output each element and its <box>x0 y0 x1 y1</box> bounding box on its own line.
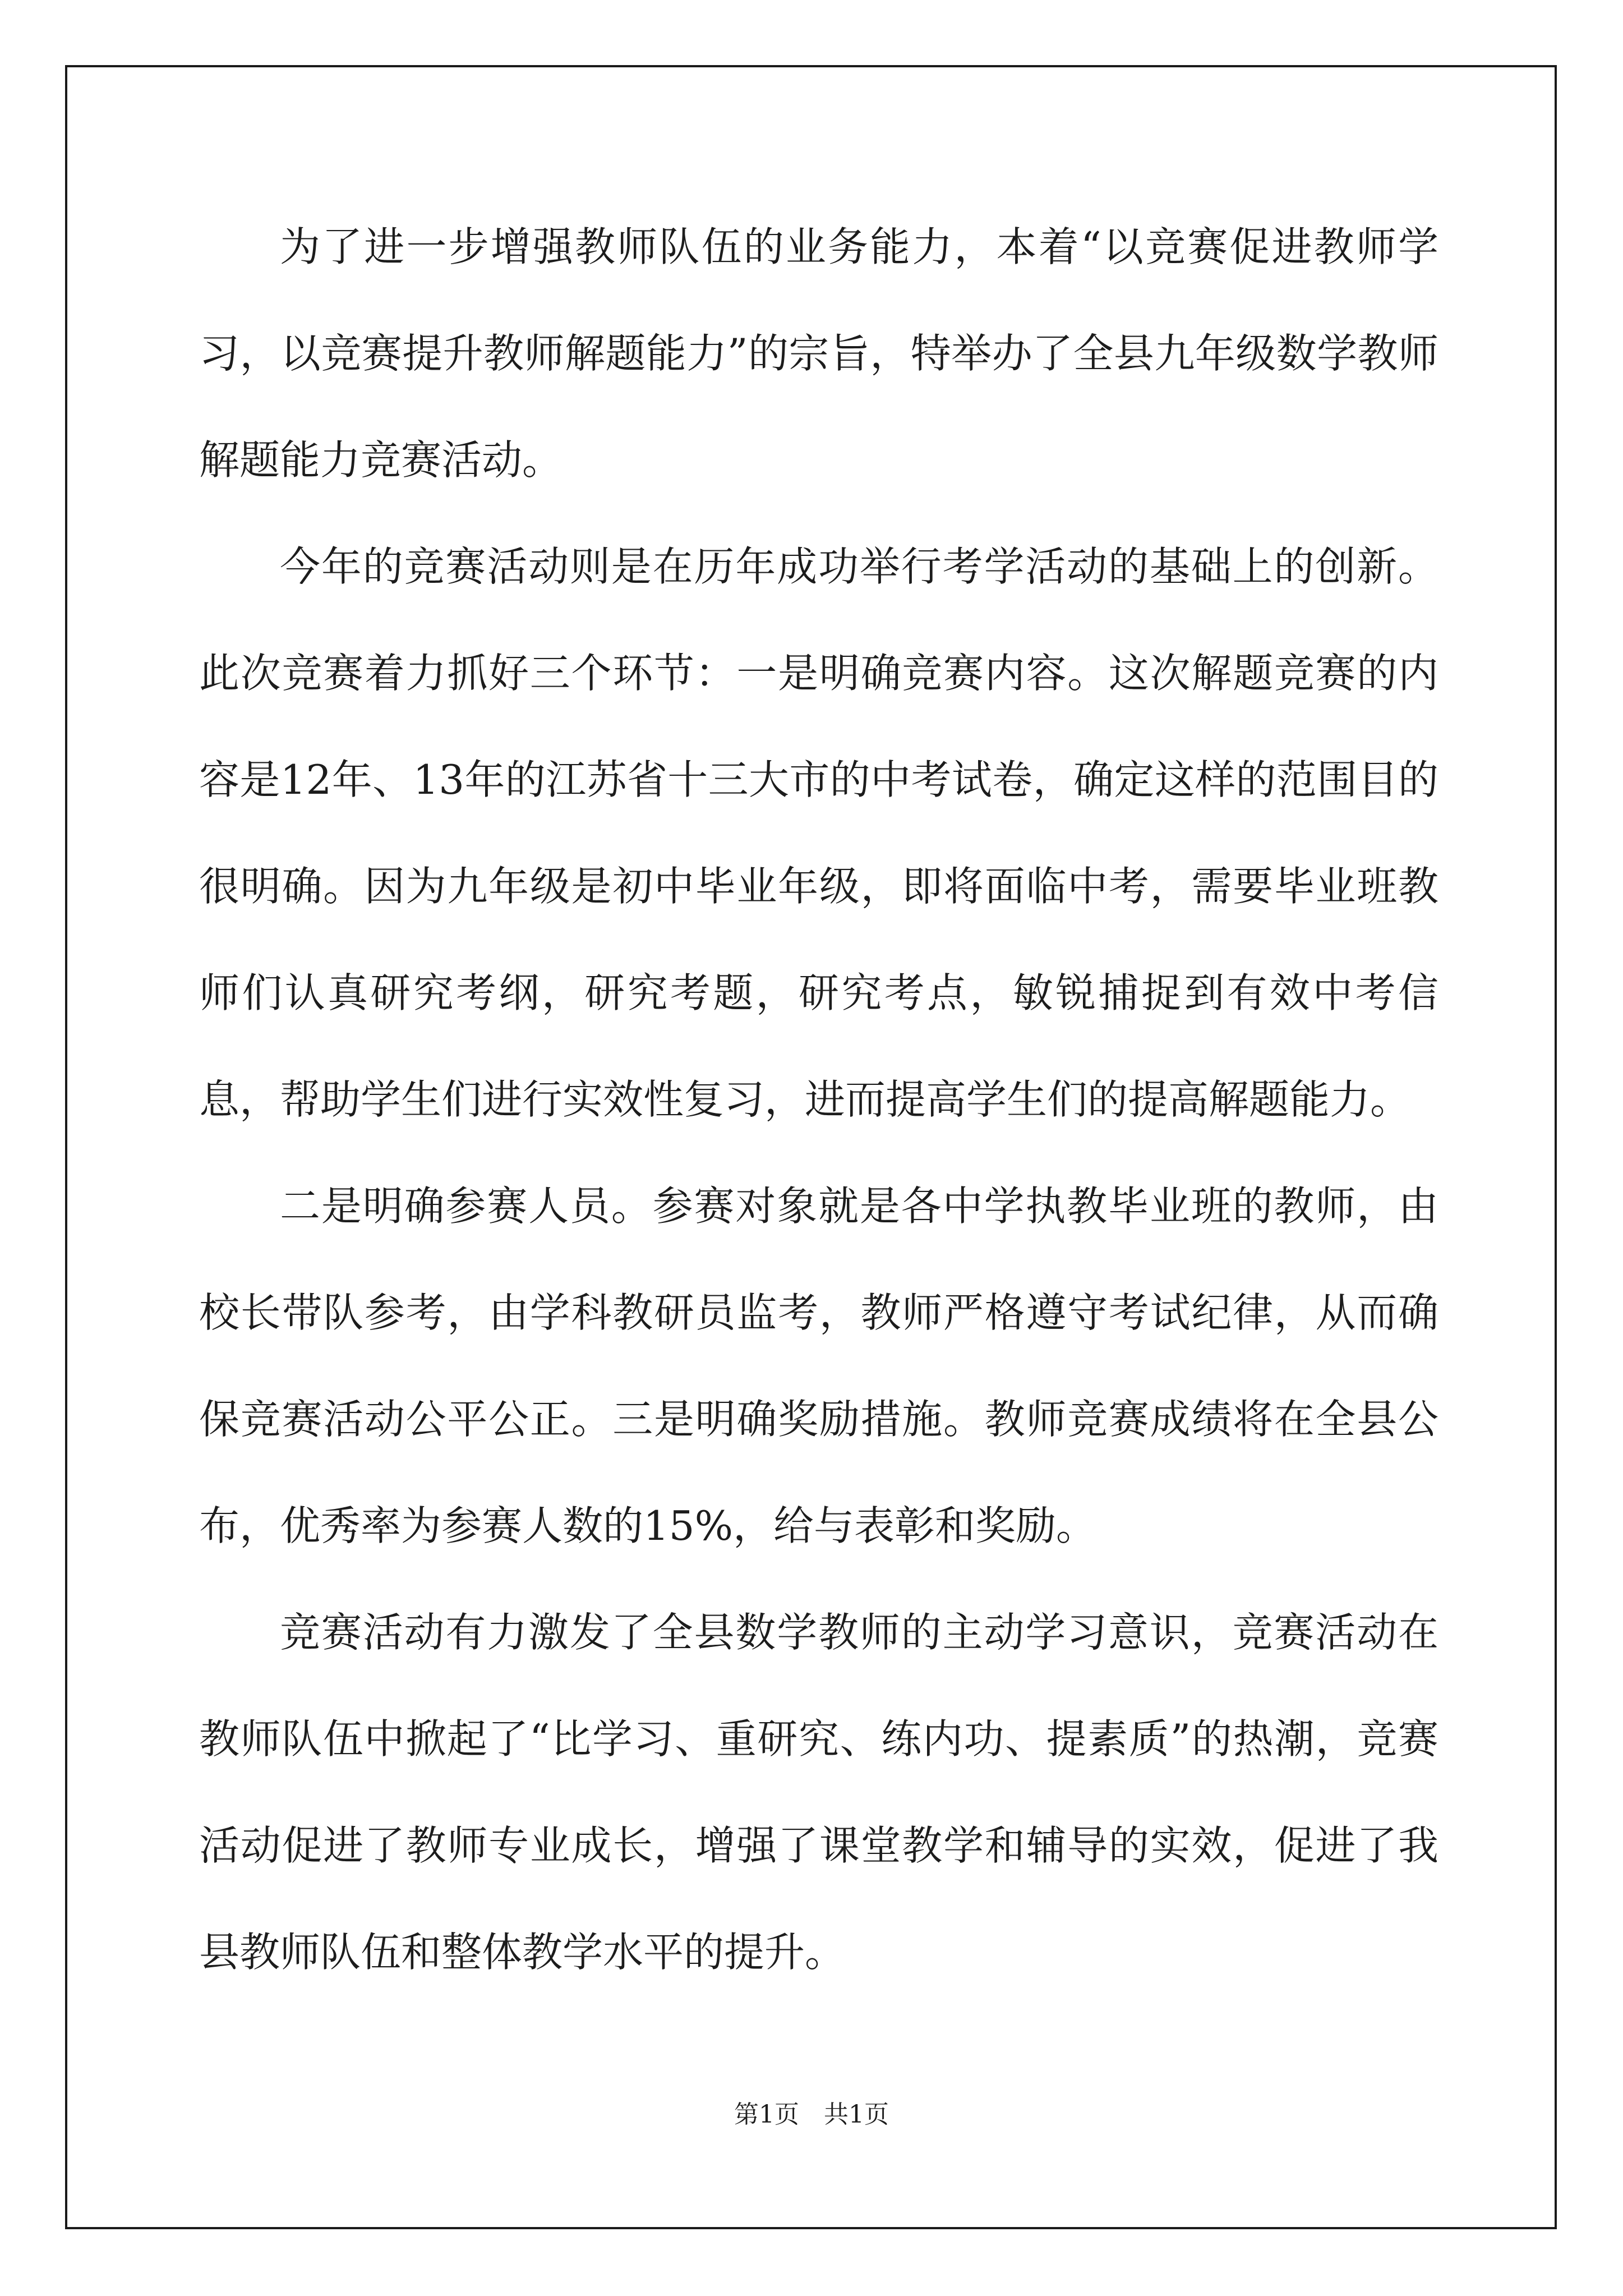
paragraph-1: 为了进一步增强教师队伍的业务能力，本着“以竞赛促进教师学习，以竞赛提升教师解题能力”的宗旨，特举办了全县九年级数学教师解题能力竞赛活动。 <box>199 223 1438 484</box>
paragraph-4: 竞赛活动有力激发了全县数学教师的主动学习意识，竞赛活动在教师队伍中掀起了“比学习、重研究、练内功、提素质”的热潮，竞赛活动促进了教师专业成长，增强了课堂教学和辅导的实效，促进了我县教师队伍和整体教学水平的提升。 <box>199 1609 1438 1976</box>
paragraph-2: 今年的竞赛活动则是在历年成功举行考学活动的基础上的创新。此次竞赛着力抓好三个环节：一是明确竞赛内容。这次解题竞赛的内容是12年、13年的江苏省十三大市的中考试卷，确定这样的范围目的很明确。因为九年级是初中毕业年级，即将面临中考，需要毕业班教师们认真研究考纲，研究考题，研究考点，敏锐捕捉到有效中考信息，帮助学生们进行实效性复习，进而提高学生们的提高解题能力。 <box>199 543 1438 1123</box>
page-number-footer: 第1页 共1页 <box>734 2100 889 2129</box>
paragraph-3: 二是明确参赛人员。参赛对象就是各中学执教毕业班的教师，由校长带队参考，由学科教研员监考，教师严格遵守考试纪律，从而确保竞赛活动公平公正。三是明确奖励措施。教师竞赛成绩将在全县公布，优秀率为参赛人数的15%，给与表彰和奖励。 <box>199 1182 1438 1549</box>
document-body <box>199 194 1438 2005</box>
